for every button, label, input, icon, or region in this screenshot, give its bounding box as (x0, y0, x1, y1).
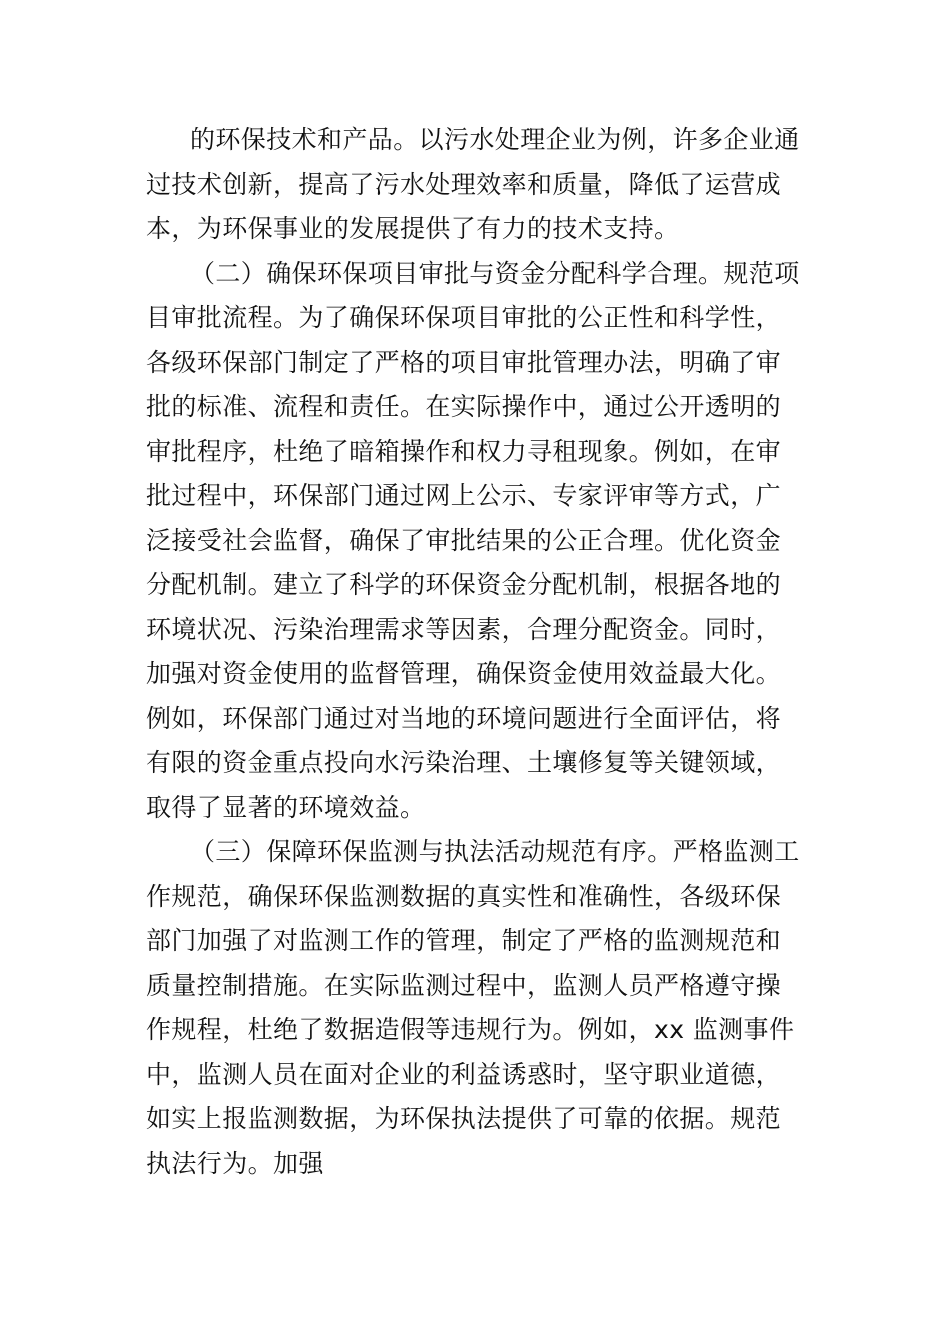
paragraph-line: 目审批流程。为了确保环保项目审批的公正性和科学性， (146, 303, 782, 332)
paragraph-line: 中，监测人员在面对企业的利益诱惑时，坚守职业道德， (146, 1059, 782, 1089)
paragraph-line: 本，为环保事业的发展提供了有力的技术支持。 (146, 214, 680, 243)
paragraph-line: 环境状况、污染治理需求等因素，合理分配资金。同时， (146, 614, 782, 644)
document-body (146, 118, 826, 1186)
paragraph-line: 例如，环保部门通过对当地的环境问题进行全面评估，将 (146, 703, 782, 733)
paragraph-line: 加强对资金使用的监督管理，确保资金使用效益最大化。 (146, 659, 782, 688)
paragraph-line: 批的标准、流程和责任。在实际操作中，通过公开透明的 (146, 392, 782, 421)
paragraph-line: 各级环保部门制定了严格的项目审批管理办法，明确了审 (146, 347, 782, 377)
paragraph-line: 作规程，杜绝了数据造假等违规行为。例如，xx 监测事件 (146, 1015, 795, 1044)
paragraph-line: 泛接受社会监督，确保了审批结果的公正合理。优化资金 (146, 525, 782, 555)
paragraph-line: 审批程序，杜绝了暗箱操作和权力寻租现象。例如，在审 (146, 436, 782, 466)
paragraph-line: 取得了显著的环境效益。 (146, 792, 426, 822)
section-heading-line: （三）保障环保监测与执法活动规范有序。严格监测工 (190, 837, 800, 866)
paragraph-line: 的环保技术和产品。以污水处理企业为例，许多企业通 (190, 125, 800, 154)
paragraph-line: 批过程中，环保部门通过网上公示、专家评审等方式，广 (146, 481, 782, 510)
paragraph-line: 有限的资金重点投向水污染治理、土壤修复等关键领域， (146, 748, 782, 777)
paragraph-line: 过技术创新，提高了污水处理效率和质量，降低了运营成 (146, 169, 782, 199)
paragraph-line: 质量控制措施。在实际监测过程中，监测人员严格遵守操 (146, 970, 782, 1000)
paragraph-line: 如实上报监测数据，为环保执法提供了可靠的依据。规范 (146, 1104, 782, 1133)
paragraph-line: 执法行为。加强 (146, 1148, 324, 1178)
paragraph-line: 作规范，确保环保监测数据的真实性和准确性，各级环保 (146, 881, 782, 911)
paragraph-line: 分配机制。建立了科学的环保资金分配机制，根据各地的 (146, 570, 782, 599)
paragraph-line: 部门加强了对监测工作的管理，制定了严格的监测规范和 (146, 926, 782, 955)
section-heading-line: （二）确保环保项目审批与资金分配科学合理。规范项 (190, 258, 800, 288)
